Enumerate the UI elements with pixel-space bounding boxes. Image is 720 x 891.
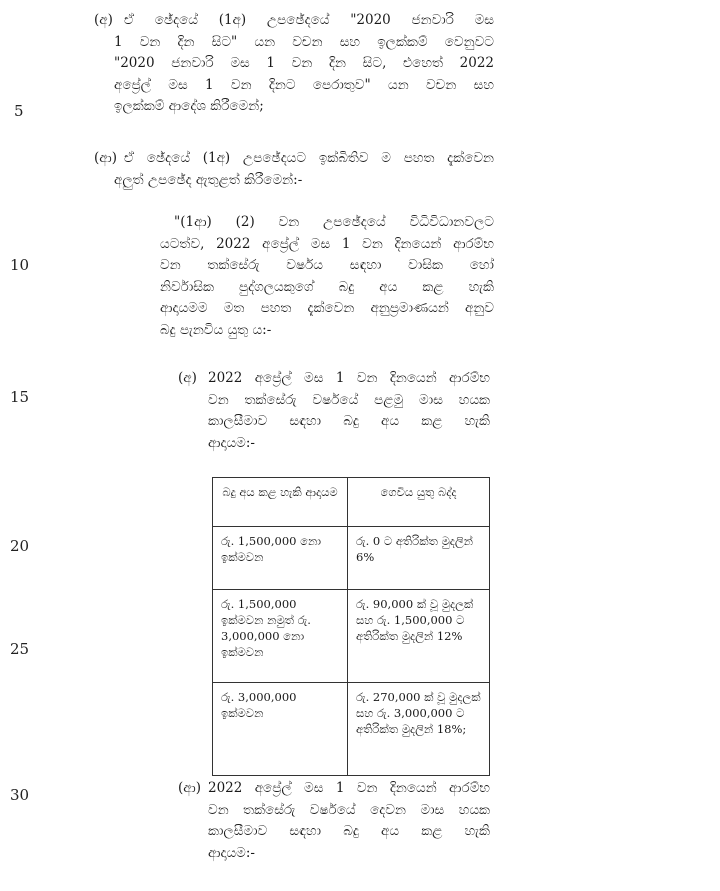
clause-a (178, 368, 490, 454)
paragraph-a-line: ඒ ඡේදයේ (1අ) උපඡේදයේ "2020 ජනවාරි මස (124, 12, 494, 28)
paragraph-a-line: "2020 ජනවාරි මස 1 වන දින සිට, එහෙත් 2022 (114, 55, 494, 71)
table-row (213, 683, 490, 776)
paragraph-aa-label: (ආ) (94, 150, 117, 166)
line-number-10: 10 (10, 256, 30, 274)
table-header-income: බදු අය කළ හැකි ආදායම (213, 478, 348, 527)
table-row (213, 527, 490, 590)
tax-rate-table (212, 477, 490, 776)
table-header-row (213, 478, 490, 527)
table-cell-tax: රු. 270,000 ක් වූ මුදලක් සහ රු. 3,000,000 ට අතිරික්ත මුදලින් 18%; (348, 683, 490, 776)
table-cell-income: රු. 1,500,000 ඉක්මවන නමුත් රු. 3,000,000 නො ඉක්මවන (213, 590, 348, 683)
paragraph-a (94, 10, 494, 118)
clause-aa-line: වන තක්සේරු වර්ෂයේ දෙවන මාස හයක (208, 801, 490, 818)
clause-aa (178, 778, 490, 864)
quoted-subsection-line: නිර්වාසික පුද්ගලයකුගේ බදු අය කළ හැකි (160, 278, 494, 295)
line-number-15: 15 (10, 388, 30, 406)
quoted-subsection-line: "(1ආ) (2) වන උපඡේදයේ විධිවිධානවලට (174, 214, 494, 230)
paragraph-a-line: ඉලක්කම් ආදේශ කිරීමෙන්; (114, 98, 264, 114)
paragraph-a-line: 1 වන දින සිට" යන වචන සහ ඉලක්කම් වෙනුවට (114, 33, 494, 50)
table-cell-tax: රු. 90,000 ක් වූ මුදලක් සහ රු. 1,500,000 ට අතිරික්ත මුදලින් 12% (348, 590, 490, 683)
clause-a-line: ආදායම:- (208, 434, 255, 451)
table-cell-income: රු. 1,500,000 නො ඉක්මවන (213, 527, 348, 590)
quoted-subsection (160, 212, 494, 341)
quoted-subsection-line: ආදායමම මත පහත දැක්වෙන අනුප්‍රමාණයන් අනුව (160, 300, 494, 316)
clause-a-line: 2022 අප්‍රේල් මස 1 වන දිනයෙන් ආරම්භ (208, 370, 490, 386)
clause-aa-line: 2022 අප්‍රේල් මස 1 වන දිනයෙන් ආරම්භ (208, 780, 490, 796)
paragraph-a-line: අප්‍රේල් මස 1 වන දිනට පෙරාතුව" යන වචන සහ (114, 76, 494, 93)
paragraph-a-label: (අ) (94, 12, 113, 28)
table-header-tax: ගෙවිය යුතු බද්ද (348, 478, 490, 527)
clause-aa-label: (ආ) (178, 780, 201, 796)
quoted-subsection-line: බදු පැනවිය යුතු ය:- (160, 321, 272, 338)
paragraph-aa-line: ඒ ඡේදයේ (1අ) උපඡේදයට ඉක්බිතිව ම පහත දැක්වෙන (124, 150, 494, 166)
table-row (213, 590, 490, 683)
clause-a-line: වන තක්සේරු වර්ෂයේ පළමු මාස හයක (208, 391, 490, 408)
clause-a-line: කාලසීමාව සඳහා බදු අය කළ හැකි (208, 413, 490, 429)
clause-aa-line: කාලසීමාව සඳහා බදු අය කළ හැකි (208, 823, 490, 839)
paragraph-aa-line: අලුත් උපඡේද ඇතුළත් කිරීමෙන්:- (114, 171, 303, 188)
clause-a-label: (අ) (178, 370, 197, 386)
line-number-25: 25 (10, 640, 30, 658)
quoted-subsection-line: යටත්ව, 2022 අප්‍රේල් මස 1 වන දිනයෙන් ආරම්භ (160, 235, 494, 252)
paragraph-aa (94, 148, 494, 191)
quoted-subsection-line: වන තක්සේරු වර්ෂය සඳහා වාසික හෝ (160, 257, 494, 273)
line-number-5: 5 (14, 102, 24, 120)
table-cell-tax: රු. 0 ට අතිරික්ත මුදලින් 6% (348, 527, 490, 590)
line-number-20: 20 (10, 537, 30, 555)
clause-aa-line: ආදායම:- (208, 844, 255, 861)
table-cell-income: රු. 3,000,000 ඉක්මවන (213, 683, 348, 776)
line-number-30: 30 (10, 786, 30, 804)
